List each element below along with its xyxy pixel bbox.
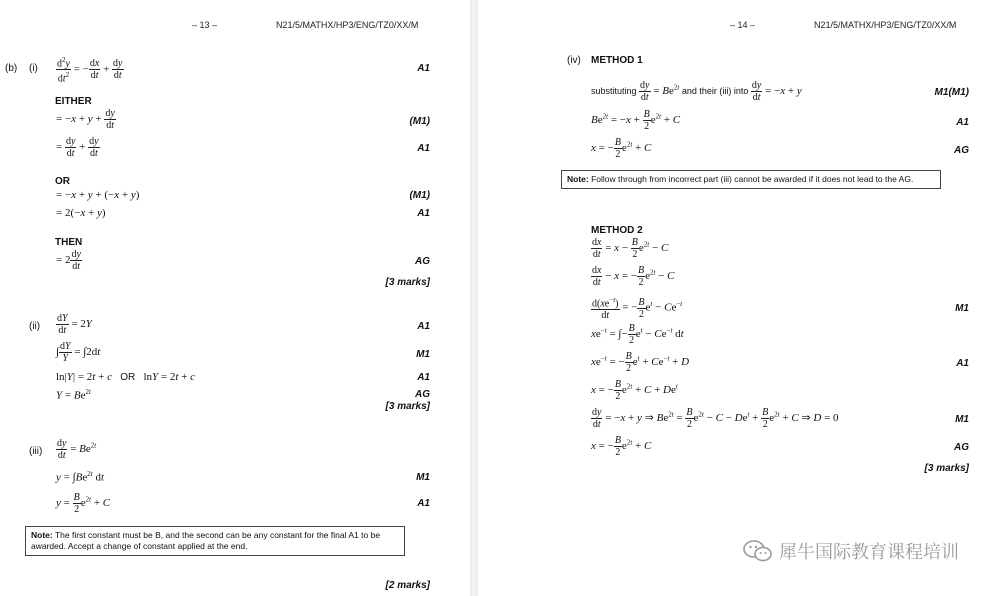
watermark-text: 犀牛国际教育课程培训 [779,542,959,562]
part-label-iv: (iv) [567,55,581,66]
equation-i-4: = −x + y + (−x + y) [56,189,140,201]
equation-iii-3: y = $\frac{B}{2}$ $e^{2t} + C$ [56,492,111,515]
method-2-line-4: $xe^{-t}$ = ∫− $\frac{B}{2}$ $e^t - Ce^{-t}$ dt [591,323,684,346]
equation-i-1: $\frac{d^2y}{dt^2}$ = − $\frac{dx}{dt}$ + $\frac{dy}{dt}$ [57,56,123,85]
mark: M1 [416,472,430,483]
right-page [478,0,987,596]
equation-ii-3: ln|Y| = 2t + c OR lnY = 2t + c [56,371,196,383]
paper-code: N21/5/MATHX/HP3/ENG/TZ0/XX/M [814,20,957,30]
then-label: THEN [55,237,83,248]
mark: A1 [956,358,969,369]
wechat-icon [743,540,773,562]
mark: (M1) [409,190,430,201]
marks-total: [3 marks] [385,277,430,288]
mark: AG [415,389,430,400]
method-1-label: METHOD 1 [591,55,643,66]
mark: A1 [956,117,969,128]
either-label: EITHER [55,96,92,107]
method-2-line-6: x = − $\frac{B}{2}$ $e^{2t} + C + De^t$ [591,379,678,402]
equation-i-5: = 2(−x + y) [56,207,106,219]
method-2-label: METHOD 2 [591,225,643,236]
mark: AG [415,256,430,267]
mark: A1 [417,372,430,383]
mark: M1 [955,414,969,425]
mark: AG [954,442,969,453]
examiner-note: Note: The first constant must be B, and the second can be any constant for the final A1 to be awarded. Accept a change of constant applied at the end. [25,526,405,556]
mark: A1 [417,498,430,509]
page-number: – 13 – [192,20,218,30]
marks-total: [3 marks] [924,463,969,474]
method-2-line-1: $\frac{dx}{dt}$ = x − $\frac{B}{2}$ $e^{2t} - C$ [592,237,669,260]
mark: M1 [416,349,430,360]
method-1-line-2: $Be^{2t} = -x$ + $\frac{B}{2}$ $e^{2t} + C$ [591,109,681,132]
equation-iii-1: $\frac{dy}{dt}$ = $Be^{2t}$ [57,438,97,461]
method-2-line-5: $xe^{-t}$ = − $\frac{B}{2}$ $e^t + Ce^{-t} + D$ [591,351,690,374]
method-1-line-1: substituting $\frac{dy}{dt}$ = $Be^{2t}$ and their (iii) into $\frac{dy}{dt}$ = −x + y [591,80,802,103]
mark: A1 [417,63,430,74]
or-label: OR [55,176,70,187]
part-label-iii: (iii) [29,446,43,457]
equation-ii-4: $Y = Be^{2t}$ [56,388,91,402]
watermark [743,538,959,564]
mark: A1 [417,208,430,219]
equation-ii-2: ∫ $\frac{dY}{Y}$ = ∫2dt [56,341,101,364]
mark: (M1) [409,116,430,127]
mark: AG [954,145,969,156]
method-1-line-3: x = − $\frac{B}{2}$ $e^{2t} + C$ [591,137,652,160]
mark: M1(M1) [934,87,969,98]
page-number: – 14 – [730,20,756,30]
part-label-ii: (ii) [29,321,41,332]
method-2-line-2: $\frac{dx}{dt}$ − x = − $\frac{B}{2}$ $e^{2t} - C$ [592,265,675,288]
mark: M1 [955,303,969,314]
equation-i-6: = 2 $\frac{dy}{dt}$ [56,249,81,272]
equation-ii-1: $\frac{dY}{dt}$ = 2Y [57,313,92,336]
left-page [0,0,470,596]
mark: A1 [417,143,430,154]
method-2-line-8: x = − $\frac{B}{2}$ $e^{2t} + C$ [591,435,652,458]
method-2-line-3: $\frac{d(xe^{-t})}{dt}$ = − $\frac{B}{2}$ $e^t - Ce^{-t}$ [592,296,683,322]
method-2-line-7: $\frac{dy}{dt}$ = −x + y ⇒ $Be^{2t}$ = $\frac{B}{2}$ $e^{2t} - C - De^t$ + $\frac{B}{2}$ $e^{2t} + C$ ⇒ D = 0 [592,407,839,430]
part-label-i: (i) [29,63,38,74]
examiner-note: Note: Follow through from incorrect part (iii) cannot be awarded if it does not lead to the AG. [561,170,941,189]
equation-i-3: = $\frac{dy}{dt}$ + $\frac{dy}{dt}$ [56,136,99,159]
equation-iii-2: $y = \int Be^{2t}$ dt [56,470,104,484]
marks-total: [2 marks] [385,580,430,591]
part-label-b: (b) [5,63,18,74]
paper-code: N21/5/MATHX/HP3/ENG/TZ0/XX/M [276,20,419,30]
equation-i-2: = −x + y + $\frac{dy}{dt}$ [56,108,115,131]
marks-total: [3 marks] [385,401,430,412]
mark: A1 [417,321,430,332]
page-gutter [470,0,478,596]
